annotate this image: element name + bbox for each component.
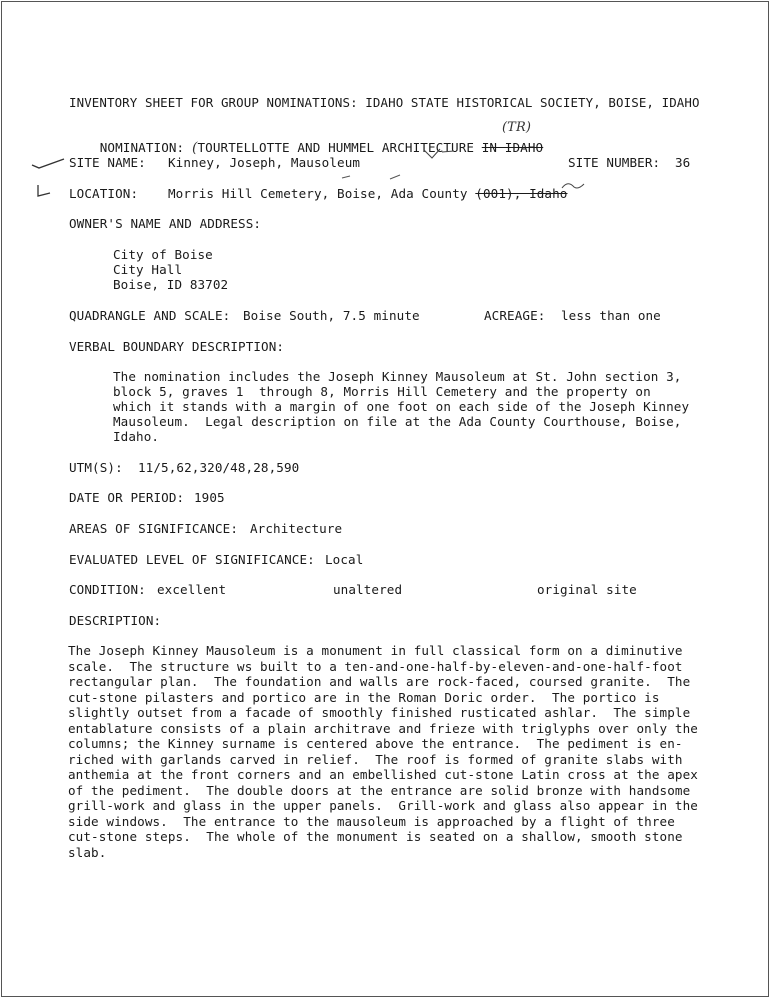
areas-value: Architecture [250,521,343,536]
nomination-row: NOMINATION: (TOURTELLOTTE AND HUMMEL ARCHITECTURE IN IDAHO [99,140,544,156]
quadrangle-value: Boise South, 7.5 minute [243,308,420,323]
owner-address-line: City of Boise [113,247,213,262]
description-label: DESCRIPTION: [69,613,162,628]
nomination-label: NOMINATION: [99,140,185,155]
owner-address-line: City Hall [113,262,183,277]
checkmark-icon [34,183,52,199]
boundary-text-line: block 5, graves 1 through 8, Morris Hill Cemetery and the property on [113,384,651,399]
utm-value: 11/5,62,320/48,28,590 [138,460,300,475]
evaluated-label: EVALUATED LEVEL OF SIGNIFICANCE: [69,552,315,567]
location-struck-text: (001), Idaho [475,186,568,201]
utm-label: UTM(S): [69,460,123,475]
site-number-value: 36 [675,155,691,170]
location-label: LOCATION: [69,186,139,201]
handwritten-abbrev-icon [560,180,588,192]
boundary-label: VERBAL BOUNDARY DESCRIPTION: [69,339,285,354]
boundary-text-line: The nomination includes the Joseph Kinney Mausoleum at St. John section 3, [113,369,682,384]
nomination-value: TOURTELLOTTE AND HUMMEL ARCHITECTURE [197,140,475,155]
description-text-line: cut-stone pilasters and portico are in the Roman Doric order. The portico is [68,690,660,705]
description-text-line: scale. The structure ws built to a ten-and-one-half-by-eleven-and-one-half-foot [68,659,683,674]
site-number-label: SITE NUMBER: [568,155,661,170]
description-text-line: slab. [68,845,107,860]
description-text-line: of the pediment. The double doors at the entrance are solid bronze with handsome [68,783,691,798]
condition-label: CONDITION: [69,582,146,597]
description-text-line: entablature consists of a plain architrave and frieze with triglyphs over only the [68,721,698,736]
evaluated-value: Local [325,552,364,567]
description-text-line: cut-stone steps. The whole of the monument is seated on a shallow, smooth stone [68,829,683,844]
boundary-text-line: Mausoleum. Legal description on file at the Ada County Courthouse, Boise, [113,414,682,429]
site-name-value: Kinney, Joseph, Mausoleum [168,155,361,170]
acreage-value: less than one [561,308,661,323]
description-text-line: columns; the Kinney surname is centered above the entrance. The pediment is en- [68,736,683,751]
condition-value: unaltered [333,582,403,597]
handwritten-marks-icon [340,172,420,184]
nomination-handwritten-note: (TR) [502,120,532,135]
nomination-struck-text: IN IDAHO [481,140,544,155]
site-name-label: SITE NAME: [69,155,146,170]
condition-value: excellent [157,582,227,597]
description-text-line: The Joseph Kinney Mausoleum is a monument in full classical form on a diminutive [68,643,683,658]
description-text-line: side windows. The entrance to the mausoleum is approached by a flight of three [68,814,675,829]
acreage-label: ACREAGE: [484,308,546,323]
boundary-text-line: which it stands with a margin of one foot on each side of the Joseph Kinney [113,399,690,414]
description-text-line: slightly outset from a facade of smoothly finished rusticated ashlar. The simple [68,705,691,720]
quadrangle-label: QUADRANGLE AND SCALE: [69,308,231,323]
description-text-line: riched with garlands carved in relief. The roof is formed of granite slabs with [68,752,683,767]
handwritten-check-mark-icon [422,146,456,162]
description-text-line: rectangular plan. The foundation and walls are rock-faced, coursed granite. The [68,674,691,689]
location-value: Morris Hill Cemetery, Boise, Ada County [168,186,468,201]
sheet-title: INVENTORY SHEET FOR GROUP NOMINATIONS: IDAHO STATE HISTORICAL SOCIETY, BOISE, IDAHO [69,95,700,110]
owner-address-line: Boise, ID 83702 [113,277,229,292]
owner-label: OWNER'S NAME AND ADDRESS: [69,216,262,231]
boundary-text-line: Idaho. [113,429,160,444]
description-text-line: anthemia at the front corners and an embellished cut-stone Latin cross at the apex [68,767,698,782]
areas-label: AREAS OF SIGNIFICANCE: [69,521,239,536]
date-value: 1905 [194,490,225,505]
condition-value: original site [537,582,637,597]
date-label: DATE OR PERIOD: [69,490,185,505]
location-row [168,186,567,201]
checkmark-icon [30,156,66,170]
description-text-line: grill-work and glass in the upper panels. Grill-work and glass also appear in the [68,798,698,813]
